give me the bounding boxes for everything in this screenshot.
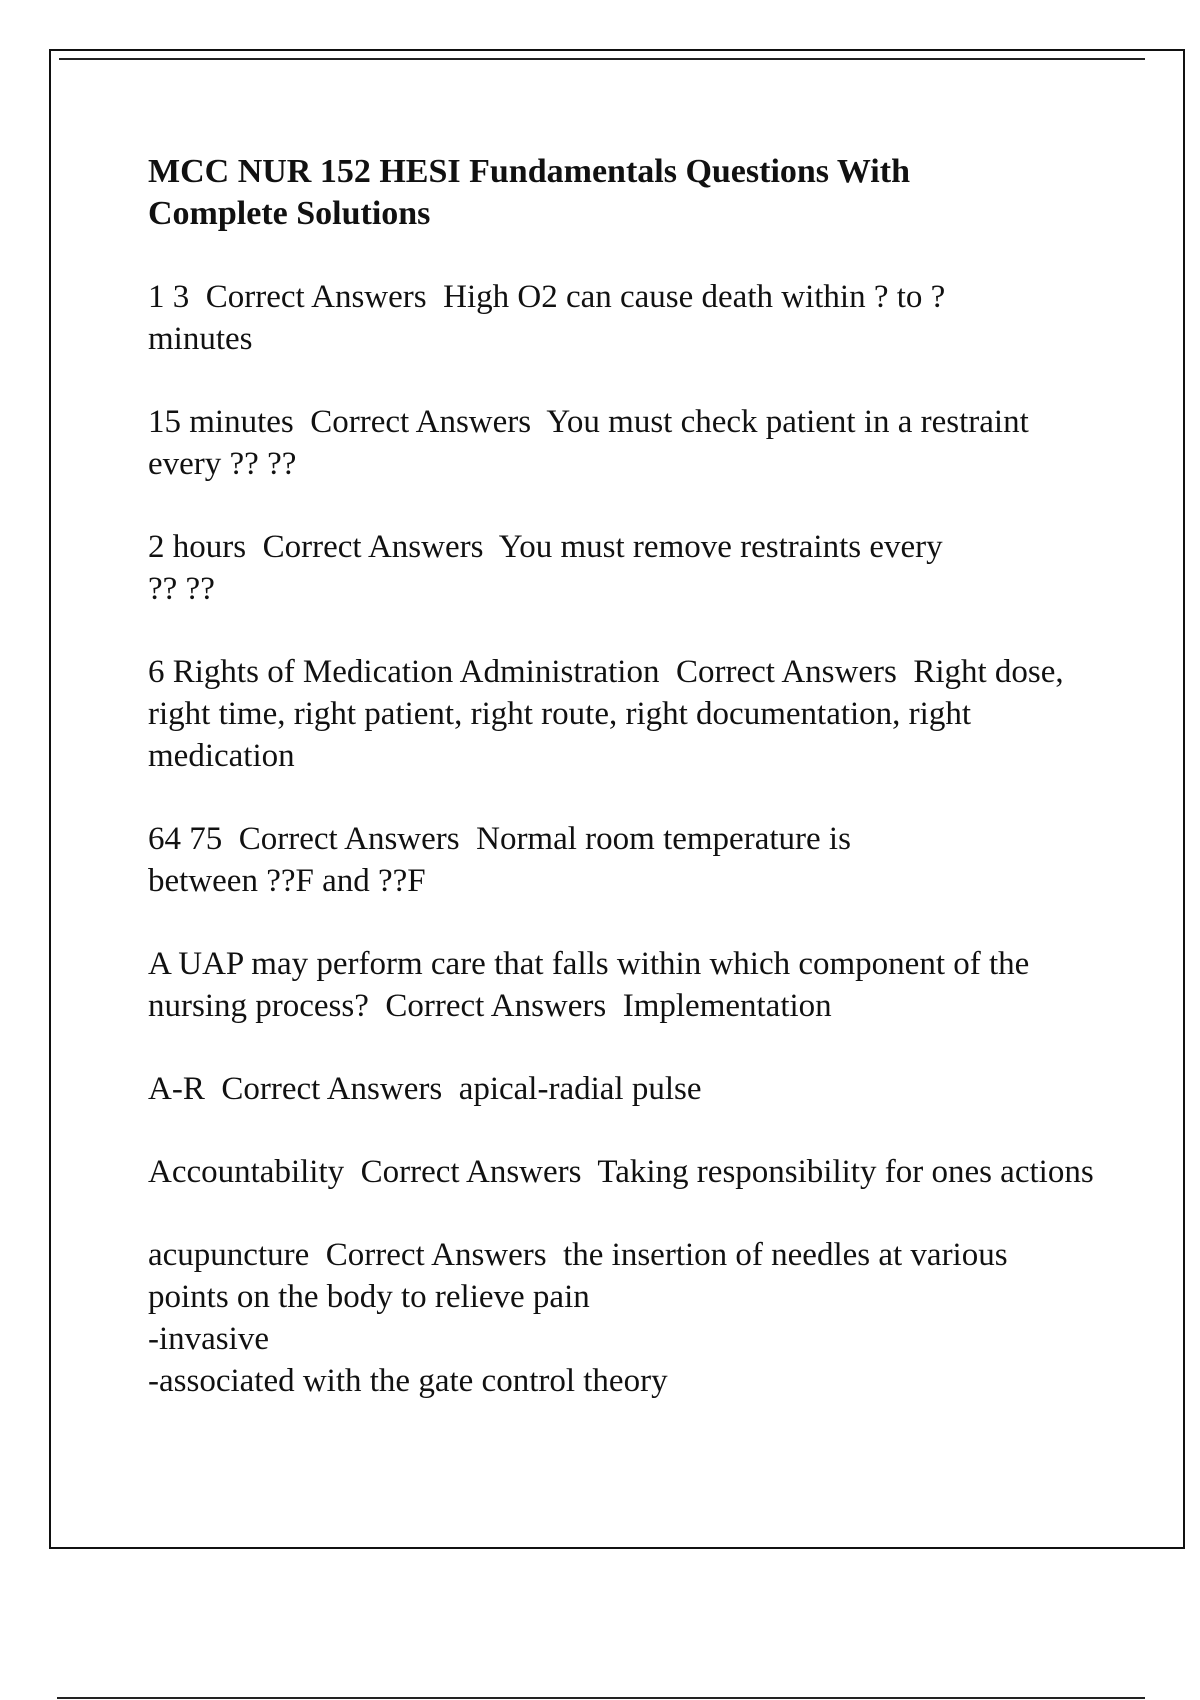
- qa-entry: acupuncture Correct Answers the insertion of needles at various points on the body to relieve pain -invasive -associated with the gate control theory: [148, 1237, 1008, 1399]
- qa-entry: 6 Rights of Medication Administration Correct Answers Right dose, right time, right patient, right route, right documentation, right medication: [148, 654, 1072, 774]
- qa-entry: Accountability Correct Answers Taking responsibility for ones actions: [148, 1154, 1094, 1190]
- top-rule: [59, 58, 1145, 60]
- document-title: MCC NUR 152 HESI Fundamentals Questions With Complete Solutions: [148, 153, 910, 232]
- qa-entry: 2 hours Correct Answers You must remove restraints every ?? ??: [148, 529, 951, 607]
- qa-entry: 64 75 Correct Answers Normal room temperature is between ??F and ??F: [148, 821, 860, 899]
- qa-entry: 15 minutes Correct Answers You must check patient in a restraint every ?? ??: [148, 404, 1038, 482]
- qa-entry: A-R Correct Answers apical-radial pulse: [148, 1071, 702, 1107]
- qa-entry: A UAP may perform care that falls within which component of the nursing process? Correct Answers Implementation: [148, 946, 1038, 1024]
- bottom-rule: [57, 1697, 1145, 1699]
- document-body: [148, 151, 1108, 1402]
- qa-entry: 1 3 Correct Answers High O2 can cause death within ? to ? minutes: [148, 279, 954, 357]
- page-frame: [49, 49, 1185, 1549]
